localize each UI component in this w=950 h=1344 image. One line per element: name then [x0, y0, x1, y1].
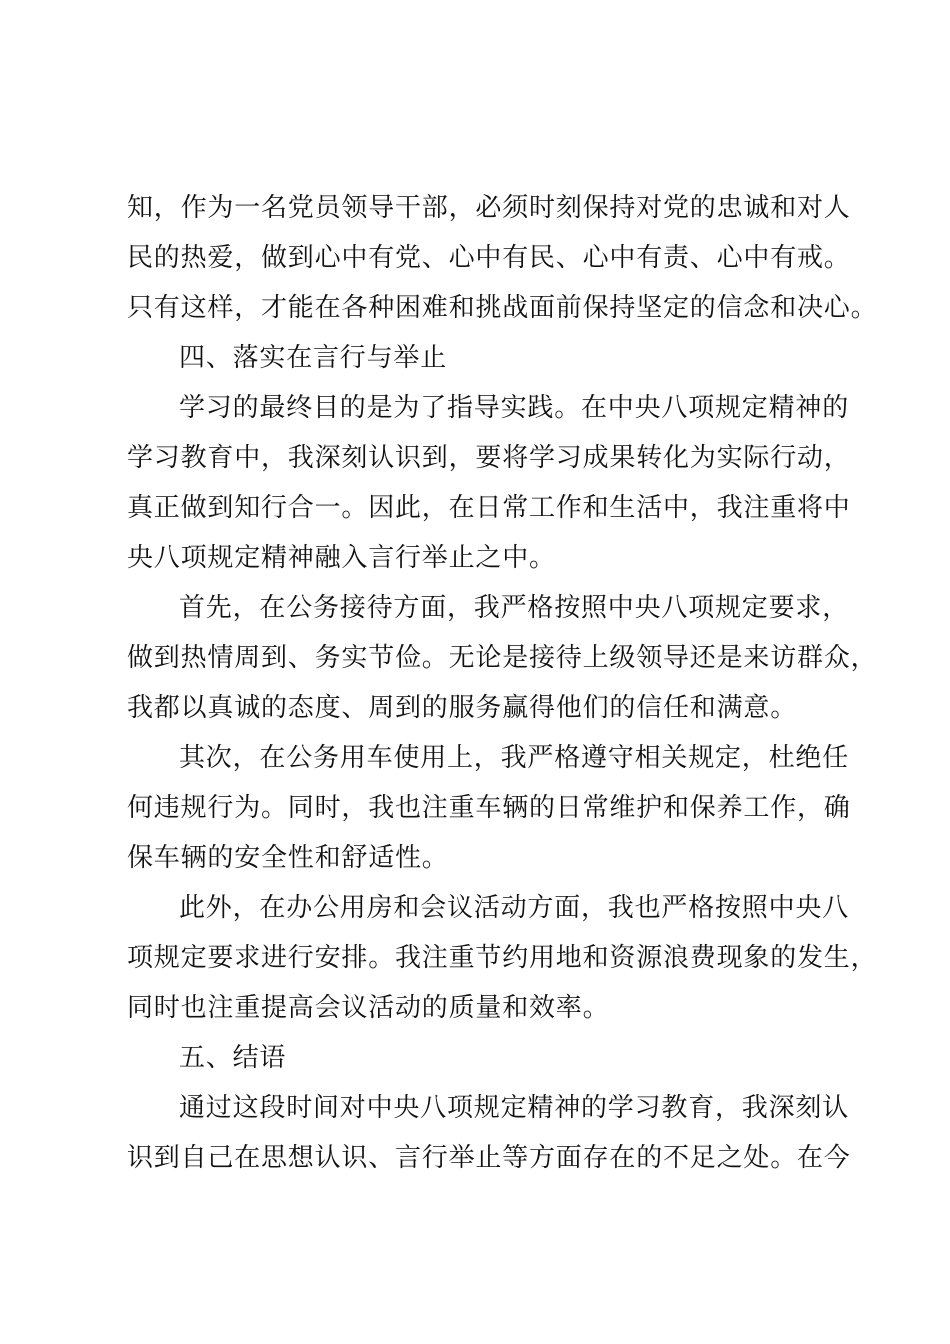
text-line: 做到热情周到、务实节俭。无论是接待上级领导还是来访群众， — [127, 643, 878, 673]
text-line: 学习教育中，我深刻认识到，要将学习成果转化为实际行动， — [127, 443, 851, 473]
section-heading: 五、结语 — [179, 1043, 287, 1073]
text-line: 只有这样，才能在各种困难和挑战面前保持坚定的信念和决心。 — [127, 293, 878, 323]
text-line: 同时也注重提高会议活动的质量和效率。 — [127, 993, 610, 1023]
text-line: 民的热爱，做到心中有党、心中有民、心中有责、心中有戒。 — [127, 243, 851, 273]
text-line: 其次，在公务用车使用上，我严格遵守相关规定，杜绝任 — [179, 743, 850, 773]
text-line: 我都以真诚的态度、周到的服务赢得他们的信任和满意。 — [127, 693, 798, 723]
text-line: 央八项规定精神融入言行举止之中。 — [127, 543, 556, 573]
text-line: 首先，在公务接待方面，我严格按照中央八项规定要求， — [179, 593, 850, 623]
text-line: 何违规行为。同时，我也注重车辆的日常维护和保养工作，确 — [127, 793, 851, 823]
text-line: 项规定要求进行安排。我注重节约用地和资源浪费现象的发生， — [127, 943, 878, 973]
text-line: 识到自己在思想认识、言行举止等方面存在的不足之处。在今 — [127, 1143, 851, 1173]
section-heading: 四、落实在言行与举止 — [179, 343, 448, 373]
text-line: 知，作为一名党员领导干部，必须时刻保持对党的忠诚和对人 — [127, 193, 851, 223]
text-line: 真正做到知行合一。因此，在日常工作和生活中，我注重将中 — [127, 493, 851, 523]
text-line: 通过这段时间对中央八项规定精神的学习教育，我深刻认 — [179, 1093, 850, 1123]
text-line: 保车辆的安全性和舒适性。 — [127, 843, 449, 873]
text-line: 学习的最终目的是为了指导实践。在中央八项规定精神的 — [179, 393, 850, 423]
text-line: 此外，在办公用房和会议活动方面，我也严格按照中央八 — [179, 893, 850, 923]
document-body — [127, 183, 878, 1183]
